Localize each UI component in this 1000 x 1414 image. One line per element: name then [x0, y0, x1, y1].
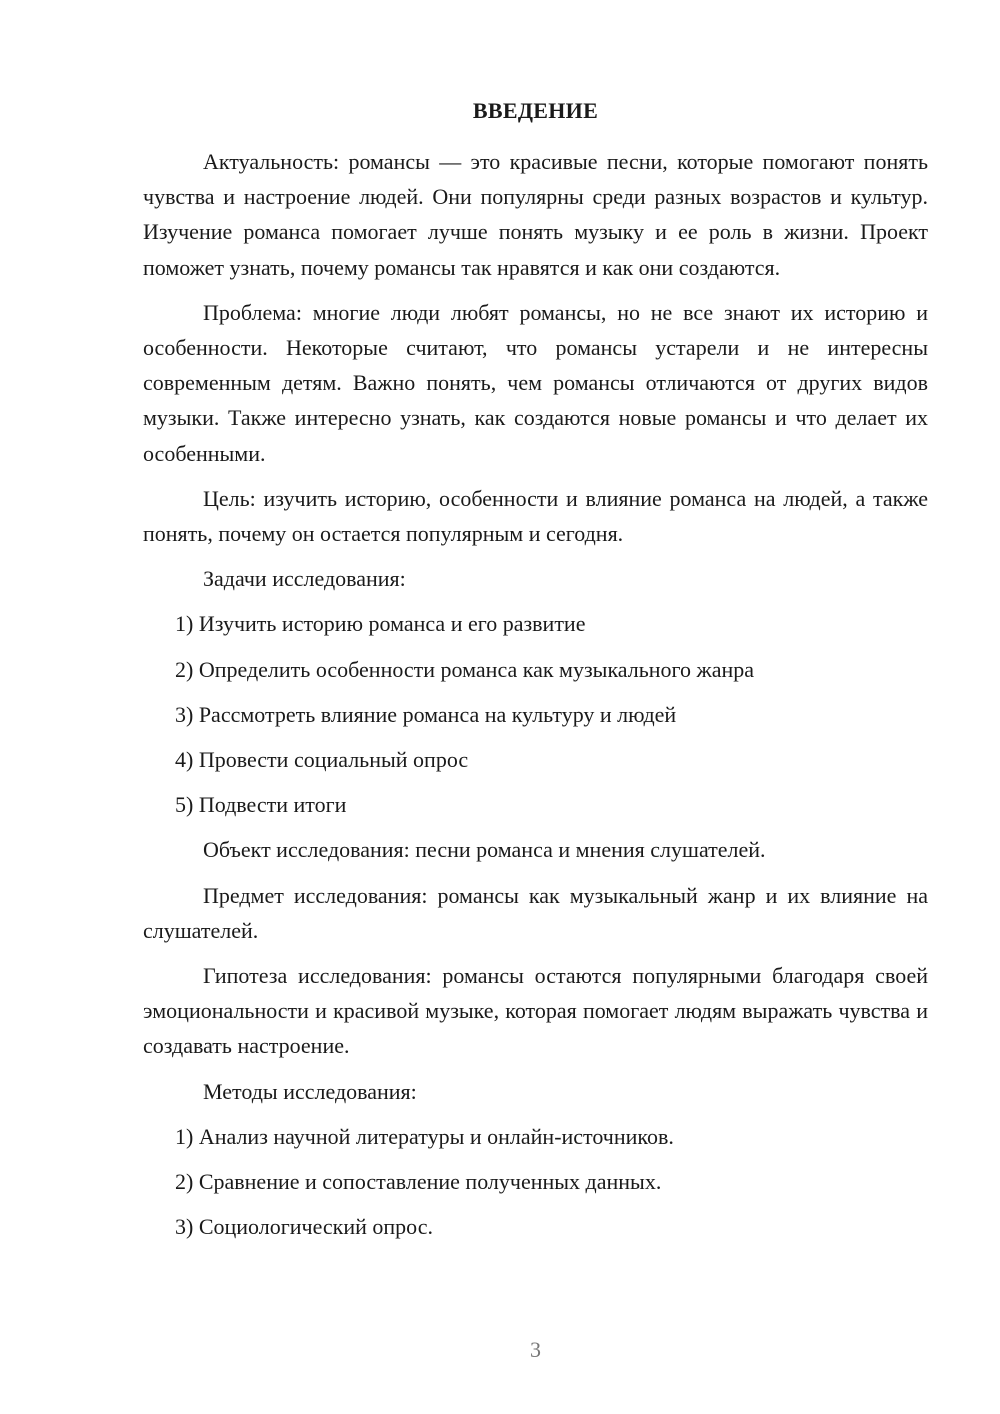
task-item: 1) Изучить историю романса и его развитие [175, 611, 586, 637]
paragraph-hypothesis: Гипотеза исследования: романсы остаются популярными благодаря своей эмоциональности и красивой музыке, которая помогает людям выражать чувства и создавать настроение. [143, 963, 928, 1059]
section-title: ВВЕДЕНИЕ [472, 98, 599, 123]
page-number: 3 [530, 1337, 541, 1362]
tasks-heading: Задачи исследования: [203, 566, 406, 592]
task-item: 5) Подвести итоги [175, 792, 347, 818]
paragraph-object: Объект исследования: песни романса и мнения слушателей. [203, 837, 766, 863]
document-body [143, 144, 928, 1254]
paragraph-actuality: Актуальность: романсы — это красивые песни, которые помогают понять чувства и настроение людей. Они популярны среди разных возрастов и культур. Изучение романса помогает лучше понять музыку и ее роль в жизни. Проект поможет узнать, почему романсы так нравятся и как они создаются. [143, 149, 928, 280]
paragraph-problem: Проблема: многие люди любят романсы, но не все знают их историю и особенности. Некоторые считают, что романсы устарели и не интересны современным детям. Важно понять, чем романсы отличаются от других видов музыки. Также интересно узнать, как создаются новые романсы и что делает их особенными. [143, 299, 928, 466]
document-page [143, 0, 928, 1414]
method-item: 2) Сравнение и сопоставление полученных данных. [175, 1169, 662, 1195]
paragraph-goal: Цель: изучить историю, особенности и влияние романса на людей, а также понять, почему он остается популярным и сегодня. [143, 485, 928, 547]
methods-heading: Методы исследования: [203, 1078, 417, 1104]
paragraph-subject: Предмет исследования: романсы как музыкальный жанр и их влияние на слушателей. [143, 882, 928, 943]
task-item: 3) Рассмотреть влияние романса на культуру и людей [175, 701, 677, 727]
method-item: 1) Анализ научной литературы и онлайн-источников. [175, 1123, 674, 1149]
task-item: 2) Определить особенности романса как музыкального жанра [175, 656, 755, 682]
method-item: 3) Социологический опрос. [175, 1214, 433, 1240]
task-item: 4) Провести социальный опрос [175, 747, 469, 773]
